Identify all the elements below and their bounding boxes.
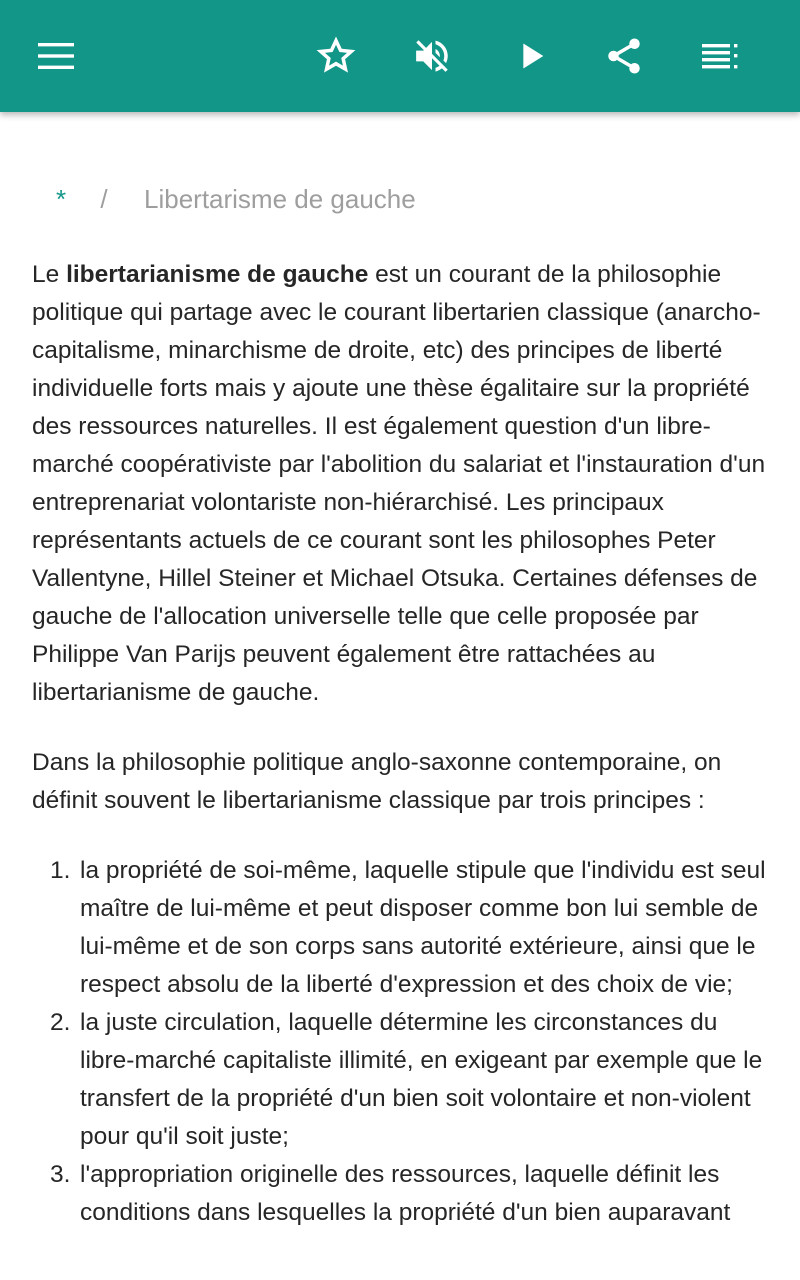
article-content xyxy=(32,256,772,1232)
favorite-button[interactable] xyxy=(306,26,366,86)
play-icon xyxy=(510,36,550,76)
list-item xyxy=(32,1156,772,1232)
sound-toggle-button[interactable] xyxy=(402,26,462,86)
intro-text-start: Le xyxy=(32,261,67,288)
principles-list xyxy=(32,852,772,1232)
list-item-text: l'appropriation originelle des ressources, laquelle définit les conditions dans lesquelles la propriété d'un bien auparavant xyxy=(80,1161,731,1226)
list-item-number: 2. xyxy=(50,1009,71,1036)
list-item xyxy=(32,1004,772,1156)
list-item xyxy=(32,852,772,1004)
table-of-contents-button[interactable] xyxy=(690,26,750,86)
breadcrumb xyxy=(56,182,416,216)
list-item-text: la propriété de soi-même, laquelle stipule que l'individu est seul maître de lui-même et peut disposer comme bon lui semble de lui-même et de son corps sans autorité extérieure, ainsi que le respect absolu de la liberté d'expression et des choix de vie; xyxy=(80,857,766,998)
list-item-text: la juste circulation, laquelle détermine les circonstances du libre-marché capitaliste illimité, en exigeant par exemple que le transfert de la propriété d'un bien soit volontaire et non-violent pour qu'il soit juste; xyxy=(80,1009,763,1150)
principles-paragraph: Dans la philosophie politique anglo-saxonne contemporaine, on définit souvent le libertarianisme classique par trois principes : xyxy=(32,749,722,814)
breadcrumb-separator: / xyxy=(100,184,108,214)
list-icon xyxy=(700,36,740,76)
app-toolbar xyxy=(0,0,800,112)
share-button[interactable] xyxy=(594,26,654,86)
share-icon xyxy=(603,35,645,77)
intro-text-rest: est un courant de la philosophie politique qui partage avec le courant libertarien classique (anarcho-capitalisme, minarchisme de droite, etc) des principes de liberté individuelle forts mais y ajoute une thèse égalitaire sur la propriété des ressources naturelles. Il est également question d'un libre-marché coopérativiste par l'abolition du salariat et l'instauration d'un entreprenariat volontariste non-hiérarchisé. Les principaux représentants actuels de ce courant sont les philosophes Peter Vallentyne, Hillel Steiner et Michael Otsuka. Certaines défenses de gauche de l'allocation universelle telle que celle proposée par Philippe Van Parijs peuvent également être rattachées au libertarianisme de gauche. xyxy=(32,261,766,706)
list-item-number: 3. xyxy=(50,1161,71,1188)
breadcrumb-current: Libertarisme de gauche xyxy=(144,184,416,214)
list-item-number: 1. xyxy=(50,857,71,884)
hamburger-menu-icon xyxy=(36,36,76,76)
volume-off-icon xyxy=(411,35,453,77)
star-outline-icon xyxy=(315,35,357,77)
play-button[interactable] xyxy=(500,26,560,86)
intro-bold-term: libertarianisme de gauche xyxy=(66,261,369,288)
breadcrumb-root-link[interactable]: * xyxy=(56,184,67,214)
intro-paragraph xyxy=(32,256,772,712)
menu-button[interactable] xyxy=(26,26,86,86)
